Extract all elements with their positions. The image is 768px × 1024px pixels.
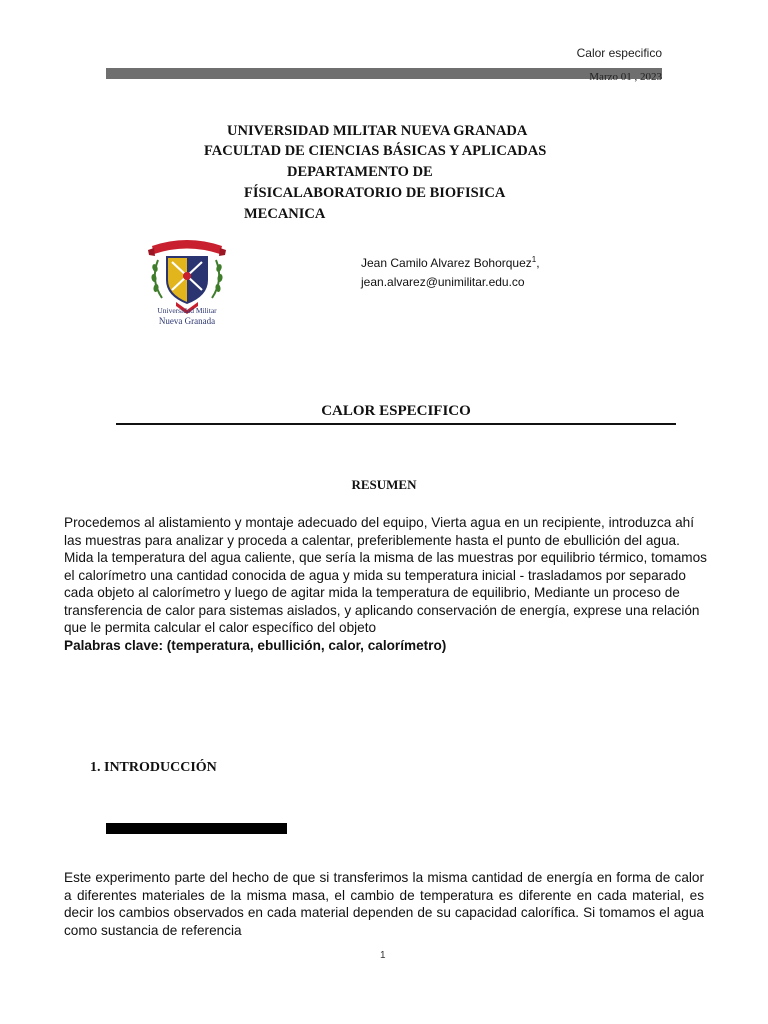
page-number: 1 <box>380 950 386 961</box>
university-logo <box>146 232 228 330</box>
institution-line-mecanica: MECANICA <box>244 206 326 222</box>
keywords: Palabras clave: (temperatura, ebullición, calor, calorímetro) <box>64 637 447 653</box>
institution-line-department: DEPARTAMENTO DE <box>287 164 433 180</box>
title-underline <box>116 423 676 425</box>
author-trailing-comma: , <box>536 256 540 270</box>
author-email[interactable]: jean.alvarez@unimilitar.edu.co <box>361 275 525 289</box>
author-name-line <box>361 256 540 270</box>
logo-name-line1: Universidad Militar <box>157 306 217 315</box>
author-name: Jean Camilo Alvarez Bohorquez <box>361 256 532 270</box>
institution-line-faculty: FACULTAD DE CIENCIAS BÁSICAS Y APLICADAS <box>204 143 547 159</box>
section-heading-introduccion: 1. INTRODUCCIÓN <box>90 760 217 775</box>
logo-name-line2: Nueva Granada <box>158 316 216 326</box>
header-title: Calor especifico <box>576 46 662 60</box>
document-title: CALOR ESPECIFICO <box>321 403 471 419</box>
author-footnote-mark: 1 <box>531 255 537 264</box>
institution-line-university: UNIVERSIDAD MILITAR NUEVA GRANADA <box>227 123 528 139</box>
redaction-bar <box>106 823 287 834</box>
abstract-paragraph-1: Procedemos al alistamiento y montaje adecuado del equipo, Vierta agua en un recipiente, introduzca ahí las muestras para analizar y proceda a calentar, preferiblemente hasta el punto de ebullición del agua. <box>64 515 694 548</box>
institution-line-laboratory: FÍSICALABORATORIO DE BIOFISICA <box>244 185 506 201</box>
abstract-body <box>64 514 714 654</box>
abstract-paragraph-2: Mida la temperatura del agua caliente, que sería la misma de las muestras por equilibrio térmico, tomamos el calorímetro una cantidad conocida de agua y mida su temperatura inicial - trasladamos por separado cada objeto al calorímetro y luego de agitar mida la temperatura de equilibrio, Mediante un proceso de transferencia de calor para sistemas aislados, y aplicando conservación de energía, exprese una relación que le permita calcular el calor específico del objeto <box>64 550 707 635</box>
introduction-paragraph: Este experimento parte del hecho de que si transferimos la misma cantidad de energía en forma de calor a diferentes materiales de la misma masa, el cambio de temperatura es diferente en cada material, es decir los cambios observados en cada material dependen de su capacidad calorífica. Si tomamos el agua como sustancia de referencia <box>64 870 704 938</box>
header-date: Marzo 01 , 2023 <box>589 71 662 83</box>
abstract-heading: RESUMEN <box>351 477 417 492</box>
